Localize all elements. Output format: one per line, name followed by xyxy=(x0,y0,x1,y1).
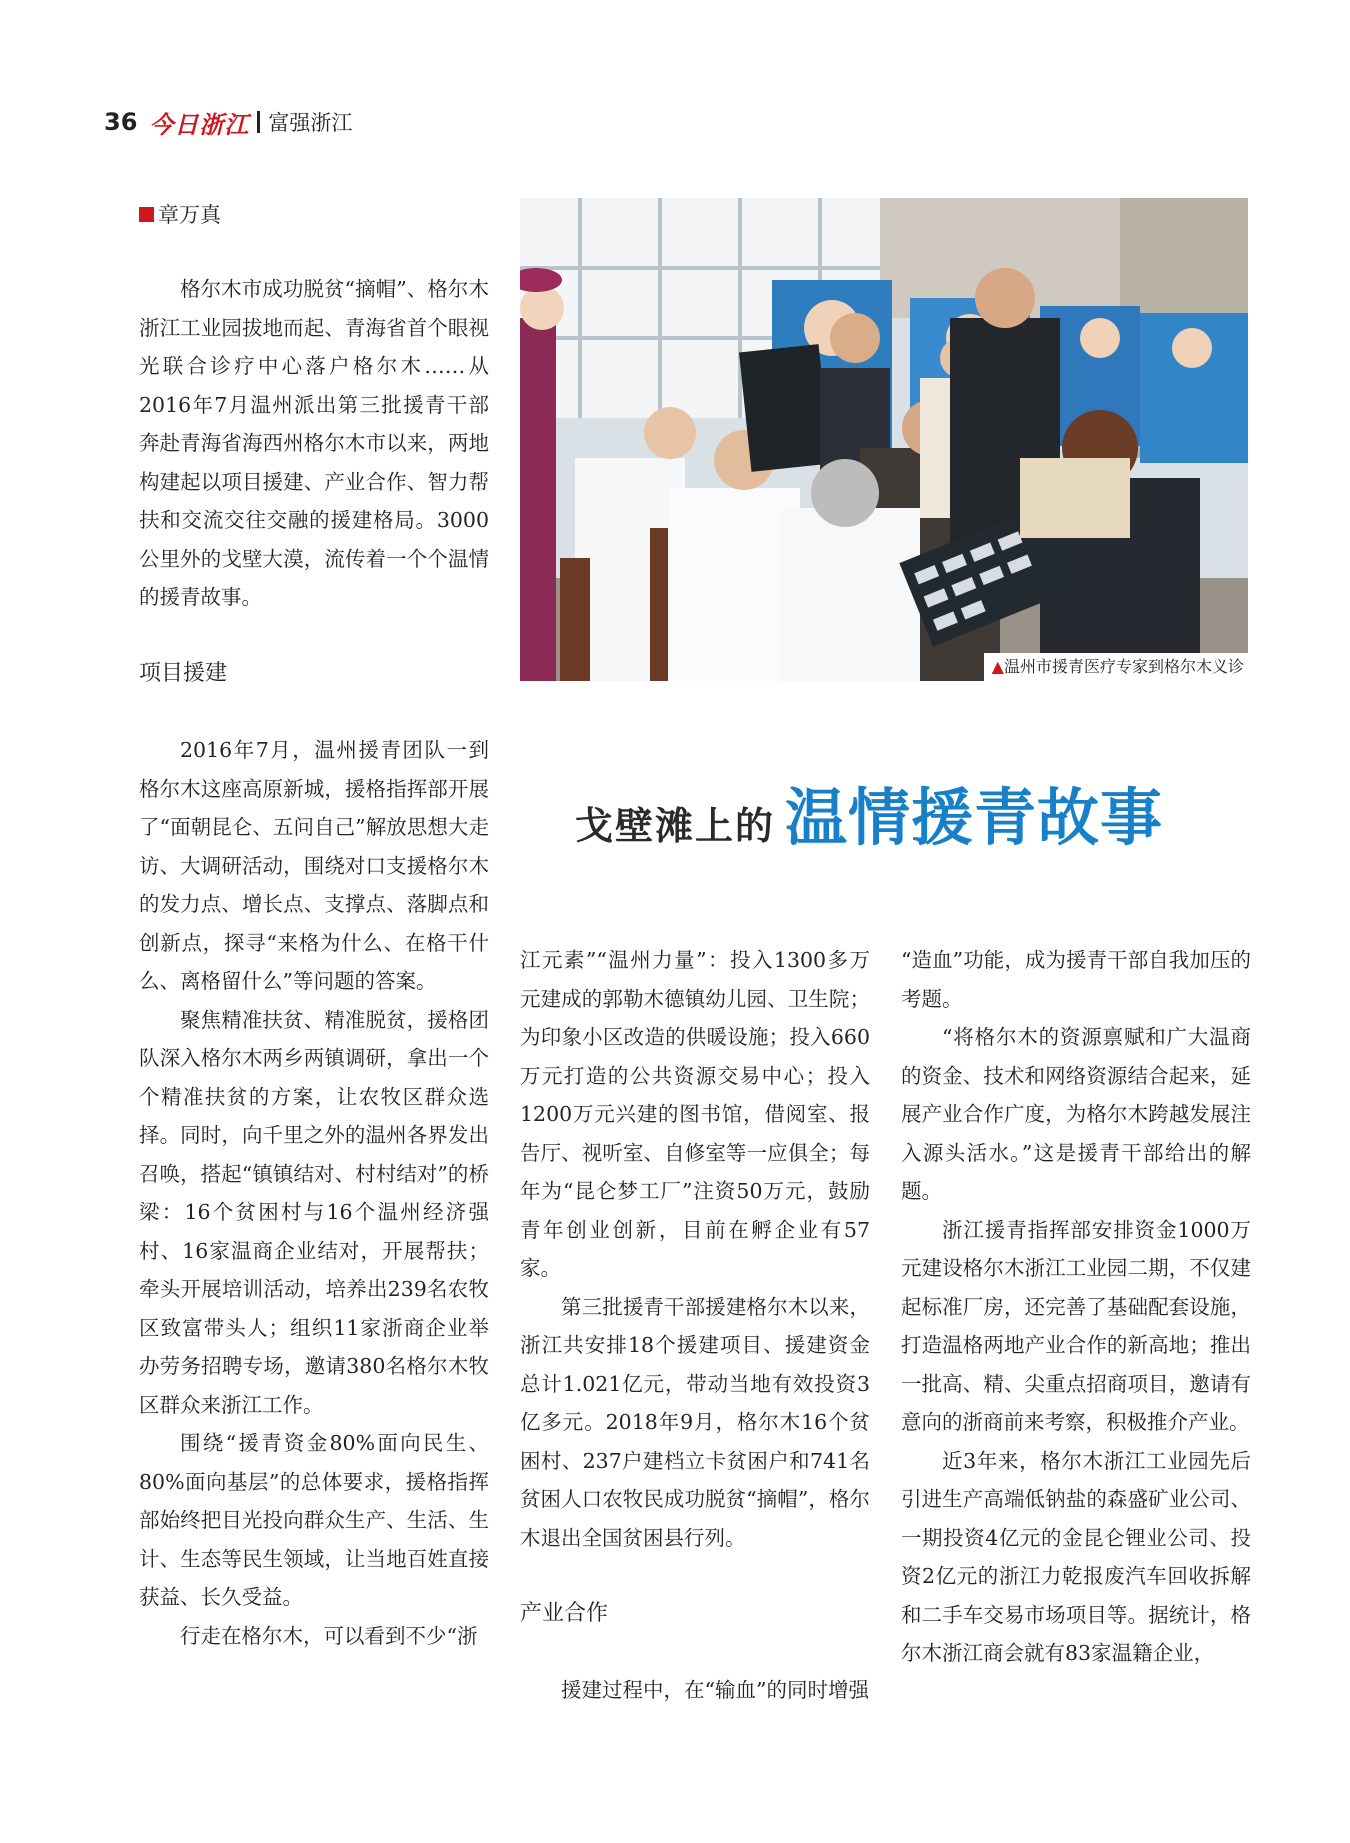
section-heading-project: 项目援建 xyxy=(139,661,228,686)
caption-text: 温州市援青医疗专家到格尔木义诊 xyxy=(1003,657,1244,676)
paragraph-continued: 江元素”“温州力量”：投入1300多万元建成的郭勒木德镇幼儿园、卫生院；为印象小区改造的供暖设施；投入660万元打造的公共资源交易中心；投入1200万元兴建的图书馆，借阅室、报告厅、视听室、自修室等一应俱全；每年为“昆仑梦工厂”注资50万元，鼓励青年创业创新，目前在孵企业有57家。 xyxy=(520,948,870,1280)
text-column-1-body xyxy=(139,655,489,1655)
paragraph: 围绕“援青资金80%面向民生、80%面向基层”的总体要求，援格指挥部始终把目光投向群众生产、生活、生计、生态等民生领域，让当地百姓直接获益、长久受益。 xyxy=(139,1431,489,1609)
article-photo xyxy=(520,198,1248,681)
paragraph: “将格尔木的资源禀赋和广大温商的资金、技术和网络资源结合起来，延展产业合作广度，为格尔木跨越发展注入源头活水。”这是援青干部给出的解题。 xyxy=(901,1025,1251,1203)
paragraph: 行走在格尔木，可以看到不少“浙 xyxy=(180,1623,478,1648)
text-column-2 xyxy=(520,941,870,1710)
section-heading-industry: 产业合作 xyxy=(520,1601,609,1626)
author-name: 章万真 xyxy=(158,203,221,227)
article-headline xyxy=(575,768,1235,854)
triangle-icon: ▲ xyxy=(991,657,1004,676)
paragraph: 第三批援青干部援建格尔木以来，浙江共安排18个援建项目、援建资金总计1.021亿元，带动当地有效投资3亿多元。2018年9月，格尔木16个贫困村、237户建档立卡贫困户和741名贫困人口农牧民成功脱贫“摘帽”，格尔木退出全国贫困县行列。 xyxy=(520,1294,870,1550)
red-square-icon xyxy=(139,207,154,222)
intro-paragraph: 格尔木市成功脱贫“摘帽”、格尔木浙江工业园拔地而起、青海省首个眼视光联合诊疗中心落户格尔木……从2016年7月温州派出第三批援青干部奔赴青海省海西州格尔木市以来，两地构建起以项目援建、产业合作、智力帮扶和交流交往交融的援建格局。3000公里外的戈壁大漠，流传着一个个温情的援青故事。 xyxy=(139,277,489,609)
header-divider xyxy=(257,111,260,133)
author-byline xyxy=(139,199,221,229)
paragraph-continued: “造血”功能，成为援青干部自我加压的考题。 xyxy=(901,948,1251,1011)
page-number: 36 xyxy=(104,108,138,136)
page-header xyxy=(104,104,352,140)
paragraph: 援建过程中，在“输血”的同时增强 xyxy=(561,1678,869,1702)
clinic-scene-illustration xyxy=(520,198,1248,681)
paragraph: 聚焦精准扶贫、精准脱贫，援格团队深入格尔木两乡两镇调研，拿出一个个精准扶贫的方案，让农牧区群众选择。同时，向千里之外的温州各界发出召唤，搭起“镇镇结对、村村结对”的桥梁：16个贫困村与16个温州经济强村、16家温商企业结对，开展帮扶；牵头开展培训活动，培养出239名农牧区致富带头人；组织11家浙商企业举办劳务招聘专场，邀请380名格尔木牧区群众来浙江工作。 xyxy=(139,1007,489,1417)
headline-part1: 戈壁滩上的 xyxy=(575,803,776,848)
text-column-3 xyxy=(901,941,1251,1673)
paragraph: 近3年来，格尔木浙江工业园先后引进生产高端低钠盐的森盛矿业公司、一期投资4亿元的金昆仑锂业公司、投资2亿元的浙江力乾报废汽车回收拆解和二手车交易市场项目等。据统计，格尔木浙江商会就有83家温籍企业， xyxy=(901,1448,1251,1665)
headline-part2: 温情援青故事 xyxy=(785,781,1164,854)
section-name: 富强浙江 xyxy=(268,111,353,135)
paragraph: 浙江援青指挥部安排资金1000万元建设格尔木浙江工业园二期，不仅建起标准厂房，还完善了基础配套设施，打造温格两地产业合作的新高地；推出一批高、精、尖重点招商项目，邀请有意向的浙商前来考察，积极推介产业。 xyxy=(901,1217,1251,1434)
magazine-logo: 今日浙江 xyxy=(149,109,250,139)
paragraph: 2016年7月，温州援青团队一到格尔木这座高原新城，援格指挥部开展了“面朝昆仑、五问自己”解放思想大走访、大调研活动，围绕对口支援格尔木的发力点、增长点、支撑点、落脚点和创新点，探寻“来格为什么、在格干什么、离格留什么”等问题的答案。 xyxy=(139,738,489,993)
photo-caption xyxy=(984,653,1248,681)
text-column-1 xyxy=(139,270,489,617)
